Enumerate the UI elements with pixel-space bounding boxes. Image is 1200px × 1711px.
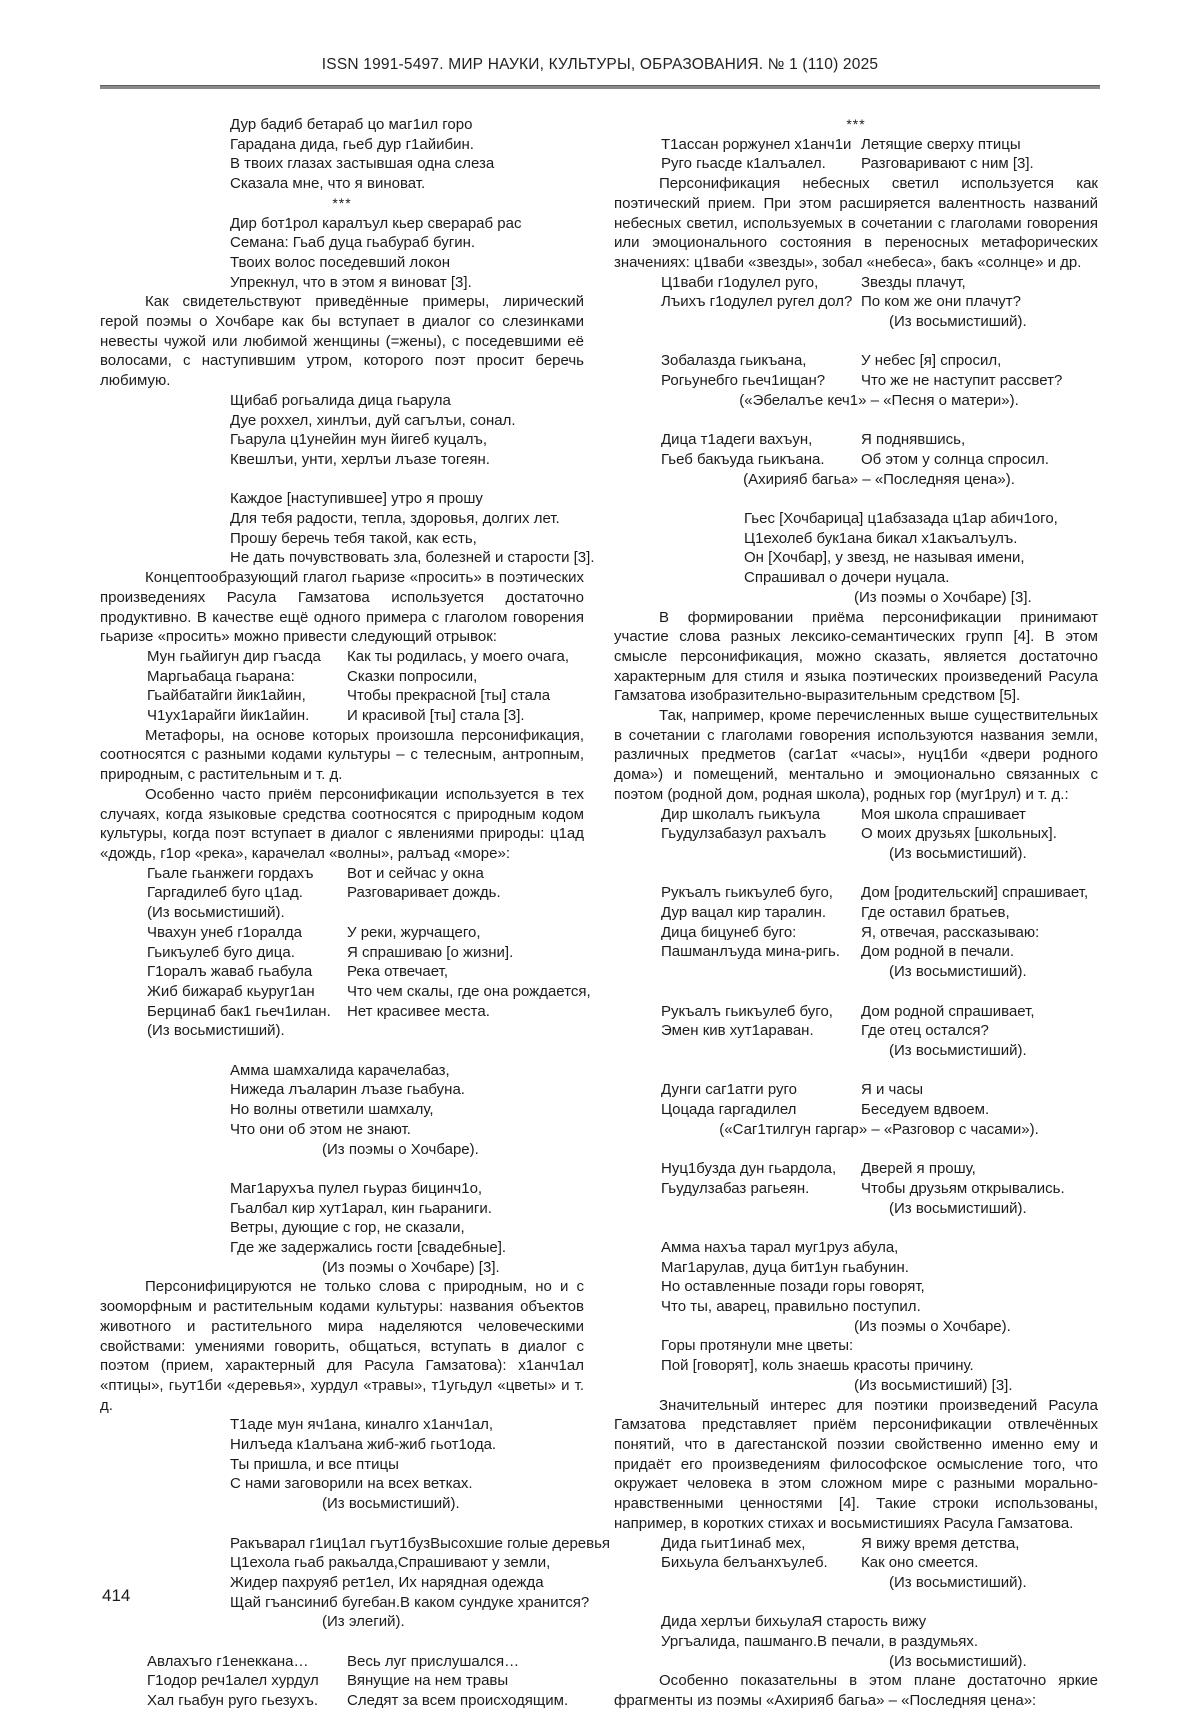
russian-verse-text: Дом родной в печали. — [861, 943, 1014, 961]
verse-line: Для тебя радости, тепла, здоровья, долгих лет. — [230, 510, 560, 528]
russian-verse-text: Разговаривают с ним [3]. — [861, 155, 1034, 173]
spacer — [614, 411, 1098, 431]
verse-block — [744, 509, 1098, 588]
avar-verse-text: Хал гьабун руго гьезухъ. — [147, 1692, 318, 1710]
verse-line-pair — [100, 647, 584, 667]
journal-header: ISSN 1991-5497. МИР НАУКИ, КУЛЬТУРЫ, ОБРАЗОВАНИЯ. № 1 (110) 2025 — [321, 56, 879, 73]
verse-line: Щай гъансиниб бугебан.В каком сундуке хранится? — [230, 1593, 590, 1611]
verse-line-pair — [100, 962, 584, 982]
bilingual-verse-block — [614, 135, 1098, 174]
russian-verse-text: Я вижу время детства, — [861, 1534, 1020, 1552]
paragraph: Персонификация небесных светил используется как поэтический прием. При этом расширяется валентность названий небесных светил, используемых в сочетании с глаголами говорения или эмоционального состояния в переносных метафорических значениях: ц1ваби «звезды», зобал «небеса», бакъ «солнце» и др. — [614, 175, 1098, 271]
verse-line-pair — [100, 1652, 584, 1672]
avar-verse-text: Ч1ух1арайги йик1айин. — [147, 707, 310, 725]
avar-verse-text: Жиб бижараб кьуруг1ан — [147, 982, 315, 1000]
spacer — [614, 1593, 1098, 1613]
verse-line: Дида херлъи бихьулаЯ старость вижу — [661, 1613, 927, 1631]
verse-line-pair — [614, 805, 1098, 825]
paragraph: Метафоры, на основе которых произошла персонификация, соотносятся с разными кодами культуры – с телесным, антропным, природным, с растительным и т. д. — [100, 726, 584, 784]
spacer — [614, 1061, 1098, 1081]
avar-verse-text: Рогьунебго гьеч1ищан? — [661, 372, 826, 390]
source-attribution: (Из восьмистиший). — [889, 844, 1027, 862]
verse-line-pair — [614, 1534, 1098, 1554]
verse-line: Т1аде мун яч1ана, киналго х1анч1ал, — [230, 1416, 493, 1434]
verse-block — [230, 489, 595, 568]
verse-line-pair — [614, 135, 1098, 155]
source-attribution: (Из восьмистиший) [3]. — [854, 1376, 1013, 1394]
verse-line: Нилъеда к1алъана жиб-жиб гьот1ода. — [230, 1436, 497, 1454]
verse-block — [661, 1336, 1098, 1375]
source-attribution: (Из восьмистиший). — [889, 1041, 1027, 1059]
verse-line-pair — [614, 1159, 1098, 1179]
verse-line: Жидер пахруяб рет1ел, Их нарядная одежда — [230, 1573, 544, 1591]
verse-block — [230, 391, 584, 470]
russian-verse-text: Где отец остался? — [861, 1022, 989, 1040]
source-attribution: (Из поэмы о Хочбаре) [3]. — [322, 1258, 500, 1276]
source-attribution: (Из поэмы о Хочбаре) [3]. — [854, 588, 1032, 606]
russian-verse-text: Беседуем вдвоем. — [861, 1101, 990, 1119]
bilingual-verse-block — [614, 1002, 1098, 1041]
verse-line-pair — [100, 706, 584, 726]
source-attribution: (Из восьмистиший). — [322, 1495, 460, 1513]
verse-line: Каждое [наступившее] утро я прошу — [230, 490, 483, 508]
spacer — [614, 332, 1098, 352]
bilingual-verse-block — [100, 647, 584, 726]
avar-verse-text: Гаргадилеб буго ц1ад. — [147, 884, 303, 902]
verse-line-pair — [100, 982, 591, 1002]
verse-line: Гарадана дида, гьеб дур г1айибин. — [230, 135, 474, 153]
verse-line-pair — [614, 273, 1098, 293]
verse-line-pair — [614, 450, 1098, 470]
paragraph: Значительный интерес для поэтики произведений Расула Гамзатова представляет приём персонификации отвлечённых понятий, что в дагестанской поэзии свойственно именно ему и придаёт его произведениям философское осмысление того, что окружает человека в этом сложном мире с разными морально-нравственными ценностями [4]. Такие строки использованы, например, в коротких стихах и восьмистишиях Расула Гамзатова. — [614, 1396, 1098, 1532]
avar-verse-text: Эмен кив хут1араван. — [661, 1022, 814, 1040]
source-attribution: (Из восьмистиший). — [889, 963, 1027, 981]
avar-verse-text: Бихьула белъанхъулеб. — [661, 1554, 828, 1572]
avar-verse-text: Гьале гьанжеги гордахъ — [147, 864, 314, 882]
russian-verse-text: У реки, журчащего, — [347, 923, 481, 941]
avar-verse-text: Дида гьит1инаб мех, — [661, 1534, 806, 1552]
source-attribution: (Из восьмистиший). — [889, 1652, 1027, 1670]
verse-line-pair — [614, 1100, 1098, 1120]
verse-line-pair — [100, 686, 584, 706]
bilingual-verse-block — [100, 1652, 584, 1711]
spacer — [100, 1041, 584, 1061]
russian-verse-text: Как ты родилась, у моего очага, — [347, 647, 569, 665]
spacer — [614, 1218, 1098, 1238]
verse-line-pair — [100, 667, 584, 687]
avar-verse-text: Берцинаб бак1 гьеч1илан. — [147, 1002, 331, 1020]
verse-line: Ты пришла, и все птицы — [230, 1455, 399, 1473]
spacer — [100, 1632, 584, 1652]
bilingual-verse-block — [614, 430, 1098, 469]
spacer — [614, 864, 1098, 884]
russian-verse-text: Летящие сверху птицы — [861, 135, 1021, 153]
verse-line-pair — [614, 292, 1098, 312]
russian-verse-text: Звезды плачут, — [861, 273, 966, 291]
verse-line: Квешлъи, унти, херлъи лъазе тогеян. — [230, 450, 490, 468]
verse-line-pair — [614, 351, 1098, 371]
russian-verse-text: Разговаривает дождь. — [347, 884, 501, 902]
paragraph: Особенно часто приём персонификации используется в тех случаях, когда языковые средства соотносятся с природным кодом культуры, когда поэт вступает в диалог с явлениями природы: ц1ад «дождь, г1ор «река», карачелал «волны», ралъад «море»: — [100, 785, 584, 862]
source-attribution: (Из элегий). — [322, 1613, 405, 1631]
verse-line-pair — [614, 1021, 1098, 1041]
verse-block — [230, 1179, 584, 1258]
russian-verse-text: Вянущие на нем травы — [347, 1672, 509, 1690]
russian-verse-text: Дверей я прошу, — [861, 1160, 976, 1178]
verse-line: Ц1ехолеб бук1ана бикал х1акъалъулъ. — [744, 529, 1018, 547]
russian-verse-text: И красивой [ты] стала [3]. — [347, 707, 525, 725]
verse-line: Прошу беречь тебя такой, как есть, — [230, 529, 477, 547]
bilingual-verse-block — [614, 1534, 1098, 1573]
verse-line-pair — [100, 883, 584, 903]
avar-verse-text: Рукъалъ гьикъулеб буго, — [661, 1002, 833, 1020]
source-attribution: (Из восьмистиший). — [889, 313, 1027, 331]
source-attribution: (Ахирияб багьа» – «Последняя цена»). — [743, 470, 1015, 488]
russian-verse-text: Моя школа спрашивает — [861, 805, 1026, 823]
verse-line: Сказала мне, что я виноват. — [230, 175, 426, 193]
russian-verse-text: Дом [родительский] спрашивает, — [861, 884, 1089, 902]
verse-line: Гьалбал кир хут1арал, кин гьараниги. — [230, 1199, 492, 1217]
verse-line: Щибаб рогьалида дица гьарула — [230, 391, 451, 409]
verse-block — [230, 214, 584, 293]
verse-block — [230, 1415, 584, 1494]
verse-line: Пой [говорят], коль знаешь красоты причину. — [661, 1357, 974, 1375]
verse-line-pair — [614, 154, 1098, 174]
verse-line: Ракъварал г1иц1ал гъут1бузВысохшие голые деревья — [230, 1534, 611, 1552]
bilingual-verse-block — [614, 883, 1098, 962]
verse-block — [661, 1238, 1098, 1317]
verse-line-pair — [100, 923, 584, 943]
paragraph: Концептообразующий глагол гьаризе «просить» в поэтических произведениях Расула Гамзатова используется достаточно продуктивно. В качестве ещё одного примера с глаголом говорения гьаризе «просить» можно привести следующий отрывок: — [100, 569, 584, 646]
bilingual-verse-block — [100, 923, 591, 1022]
verse-line-pair — [614, 942, 1098, 962]
verse-block — [230, 1534, 611, 1613]
paragraph: Особенно показательны в этом плане достаточно яркие фрагменты из поэмы «Ахирияб багьа» – «Последняя цена»: — [614, 1672, 1098, 1710]
verse-line: Он [Хочбар], у звезд, не называя имени, — [744, 549, 1025, 567]
verse-line: Гьарула ц1унейин мун йигеб куцалъ, — [230, 431, 488, 449]
avar-verse-text: Руго гьасде к1алъалел. — [661, 155, 826, 173]
verse-line: С нами заговорили на всех ветках. — [230, 1475, 473, 1493]
avar-verse-text: Дунги саг1атги руго — [661, 1081, 798, 1099]
verse-line-pair — [100, 943, 584, 963]
avar-verse-text: Зобалазда гьикъана, — [661, 352, 807, 370]
russian-verse-text: Следят за всем происходящим. — [347, 1692, 569, 1710]
verse-block — [661, 1612, 1098, 1651]
russian-verse-text: Где оставил братьев, — [861, 904, 1010, 922]
verse-line: В твоих глазах застывшая одна слеза — [230, 155, 495, 173]
verse-line: Дуе роххел, хинлъи, дуй сагълъи, сонал. — [230, 411, 516, 429]
verse-line-pair — [614, 1553, 1098, 1573]
russian-verse-text: Я поднявшись, — [861, 431, 966, 449]
russian-verse-text: О моих друзьях [школьных]. — [861, 825, 1057, 843]
page-number: 414 — [102, 1586, 131, 1605]
verse-line: Амма нахъа тарал муг1руз абула, — [661, 1238, 899, 1256]
source-attribution: («Саг1тилгун гаргар» – «Разговор с часами»). — [719, 1120, 1039, 1138]
russian-verse-text: Дом родной спрашивает, — [861, 1002, 1035, 1020]
russian-verse-text: Об этом у солнца спросил. — [861, 450, 1049, 468]
verse-line-pair — [614, 883, 1098, 903]
avar-verse-text: Рукъалъ гьикъулеб буго, — [661, 884, 833, 902]
avar-verse-text: Гьикъулеб буго дица. — [147, 943, 295, 961]
verse-line: Но волны ответили шамхалу, — [230, 1101, 434, 1119]
verse-line-pair — [100, 1691, 584, 1711]
verse-line: Маг1арулав, дуца бит1ун гьабунин. — [661, 1258, 909, 1276]
avar-verse-text: Гьайбатайги йик1айин, — [147, 687, 306, 705]
verse-line: Упрекнул, что в этом я виноват [3]. — [230, 273, 472, 291]
avar-verse-text: Т1ассан роржунел х1анч1и — [661, 135, 852, 153]
source-attribution: (Из восьмистиший). — [147, 904, 285, 922]
avar-verse-text: Маргьабаца гьарана: — [147, 667, 295, 685]
source-attribution: (Из восьмистиший). — [147, 1022, 285, 1040]
avar-verse-text: Мун гьайигун дир гъасда — [147, 647, 321, 665]
spacer — [614, 982, 1098, 1002]
source-attribution: (Из поэмы о Хочбаре). — [322, 1140, 479, 1158]
russian-verse-text: Что же не наступит рассвет? — [861, 372, 1063, 390]
russian-verse-text: Я спрашиваю [о жизни]. — [347, 943, 514, 961]
source-attribution: (Из восьмистиший). — [889, 1199, 1027, 1217]
verse-line: Что ты, аварец, правильно поступил. — [661, 1298, 921, 1316]
verse-line: Ц1ехола гьаб ракьалда,Спрашивают у земли, — [230, 1554, 551, 1572]
russian-verse-text: Чтобы друзьям открывались. — [861, 1179, 1065, 1197]
spacer — [614, 489, 1098, 509]
bilingual-verse-block — [614, 273, 1098, 312]
russian-verse-text: Я и часы — [861, 1081, 923, 1099]
russian-verse-text: Река отвечает, — [347, 963, 448, 981]
verse-line-pair — [614, 1080, 1098, 1100]
two-column-body — [100, 115, 1100, 1711]
verse-line: Маг1арухъа пулел гьураз бицинч1о, — [230, 1179, 483, 1197]
avar-verse-text: Лъихъ г1одулел ругел дол? — [661, 293, 853, 311]
russian-verse-text: Вот и сейчас у окна — [347, 864, 484, 882]
verse-line-pair — [614, 903, 1098, 923]
spacer — [100, 470, 584, 490]
verse-line: Что они об этом не знают. — [230, 1120, 411, 1138]
verse-block — [230, 115, 584, 194]
bilingual-verse-block — [614, 351, 1098, 390]
verse-line-pair — [100, 1002, 584, 1022]
avar-verse-text: Г1оралъ жаваб гьабула — [147, 963, 313, 981]
stanza-separator: *** — [846, 116, 866, 132]
verse-line-pair — [614, 1179, 1098, 1199]
spacer — [100, 1159, 584, 1179]
verse-line: Но оставленные позади горы говорят, — [661, 1278, 925, 1296]
verse-line: Горы протянули мне цветы: — [661, 1337, 854, 1355]
verse-line: Гьес [Хочбарица] ц1абзазада ц1ар абич1ого, — [744, 510, 1058, 528]
avar-verse-text: Дица бицунеб буго: — [661, 923, 797, 941]
verse-line-pair — [614, 430, 1098, 450]
avar-verse-text: Авлахъго г1енеккана… — [147, 1652, 309, 1670]
russian-verse-text: Что чем скалы, где она рождается, — [347, 982, 591, 1000]
paragraph: Персонифицируются не только слова с природным, но и с зооморфным и растительным кодами культуры: названия объектов животного и растительного мира наделяются человеческими свойствами: умениями говорить, общаться, вступать в диалог с поэтом (прием, характерный для Расула Гамзатова): х1анч1ал «птицы», гьут1би «деревья», хурдул «травы», т1угьдул «цветы» и т. д. — [100, 1278, 584, 1414]
verse-line: Нижеда лъаларин лъазе гьабуна. — [230, 1081, 465, 1099]
verse-line-pair — [614, 371, 1098, 391]
header-rule — [100, 85, 1100, 89]
verse-line-pair — [614, 923, 1098, 943]
left-column — [100, 115, 611, 1711]
avar-verse-text: Чвахун унеб г1оралда — [147, 923, 302, 941]
right-column — [614, 115, 1098, 1711]
avar-verse-text: Дица т1адеги вахъун, — [661, 431, 813, 449]
avar-verse-text: Дур вацал кир таралин. — [661, 904, 827, 922]
russian-verse-text: Весь луг прислушался… — [347, 1652, 520, 1670]
avar-verse-text: Пашманлъуда мина-ригь. — [661, 943, 840, 961]
verse-line: Где же задержались гости [свадебные]. — [230, 1239, 507, 1257]
spacer — [614, 1139, 1098, 1159]
bilingual-verse-block — [614, 1159, 1098, 1198]
spacer — [100, 1514, 584, 1534]
russian-verse-text: Как оно смеется. — [861, 1554, 979, 1572]
verse-line-pair — [614, 824, 1098, 844]
russian-verse-text: Сказки попросили, — [347, 667, 478, 685]
verse-line: Твоих волос поседевший локон — [230, 253, 451, 271]
paragraph: Как свидетельствуют приведённые примеры, лирический герой поэмы о Хочбаре как бы вступает в диалог со слезинками невесты чужой или любимой женщины (=жены), с поседевшими её волосами, с наступившим утром, которого поэт просит беречь любимую. — [100, 293, 584, 390]
bilingual-verse-block — [614, 1080, 1098, 1119]
russian-verse-text: У небес [я] спросил, — [861, 352, 1002, 370]
bilingual-verse-block — [614, 805, 1098, 844]
verse-line: Спрашивал о дочери нуцала. — [744, 569, 950, 587]
verse-block — [230, 1061, 584, 1140]
russian-verse-text: По ком же они плачут? — [861, 293, 1021, 311]
verse-line-pair — [100, 1671, 584, 1691]
verse-line-pair — [614, 1002, 1098, 1022]
avar-verse-text: Гьудулзабаз рагьеян. — [661, 1179, 810, 1197]
paragraph: Так, например, кроме перечисленных выше существительных в сочетании с глаголами говорения используются названия земли, различных предметов (саг1ат «часы», нуц1би «двери родного дома») и помещений, ментально и эмоционально связанных с поэтом (родной дом, родная школа), родных гор (муг1рул) и т. д.: — [614, 707, 1098, 803]
source-attribution: (Из восьмистиший). — [889, 1573, 1027, 1591]
verse-line: Не дать почувствовать зла, болезней и старости [3]. — [230, 549, 595, 567]
stanza-separator: *** — [332, 194, 352, 211]
verse-line: Дур бадиб бетараб цо маг1ил горо — [230, 116, 473, 133]
verse-line: Амма шамхалида карачелабаз, — [230, 1061, 450, 1079]
verse-line: Ургъалида, пашманго.В печали, в раздумьях. — [661, 1633, 978, 1650]
verse-line: Дир бот1рол каралъул кьер сверараб рас — [230, 214, 522, 232]
source-attribution: («Эбелалъе кеч1» – «Песня о матери»). — [739, 391, 1019, 409]
russian-verse-text: Нет красивее места. — [347, 1002, 490, 1020]
bilingual-verse-block — [100, 864, 584, 903]
verse-line: Семана: Гьаб дуца гьабураб бугин. — [230, 234, 476, 252]
avar-verse-text: Гьеб бакъуда гьикъана. — [661, 450, 825, 468]
avar-verse-text: Цоцада гаргадилел — [661, 1101, 797, 1119]
avar-verse-text: Гьудулзабазул рахъалъ — [661, 825, 827, 843]
source-attribution: (Из поэмы о Хочбаре). — [854, 1317, 1011, 1335]
russian-verse-text: Я, отвечая, рассказываю: — [861, 923, 1040, 941]
verse-line: Ветры, дующие с гор, не сказали, — [230, 1219, 465, 1237]
verse-line-pair — [100, 864, 584, 884]
avar-verse-text: Дир школалъ гьикъула — [661, 805, 821, 823]
russian-verse-text: Чтобы прекрасной [ты] стала — [347, 687, 551, 705]
avar-verse-text: Г1одор реч1алел хурдул — [147, 1672, 319, 1690]
avar-verse-text: Нуц1бузда дун гьардола, — [661, 1160, 837, 1178]
paragraph: В формировании приёма персонификации принимают участие слова разных лексико-семантических групп [4]. В этом смысле персонификация, можно сказать, является достаточно характерным для стиля и языка поэтических произведений Расула Гамзатова изобразительно-выразительным средством [5]. — [614, 608, 1098, 705]
avar-verse-text: Ц1ваби г1одулел руго, — [661, 273, 819, 291]
